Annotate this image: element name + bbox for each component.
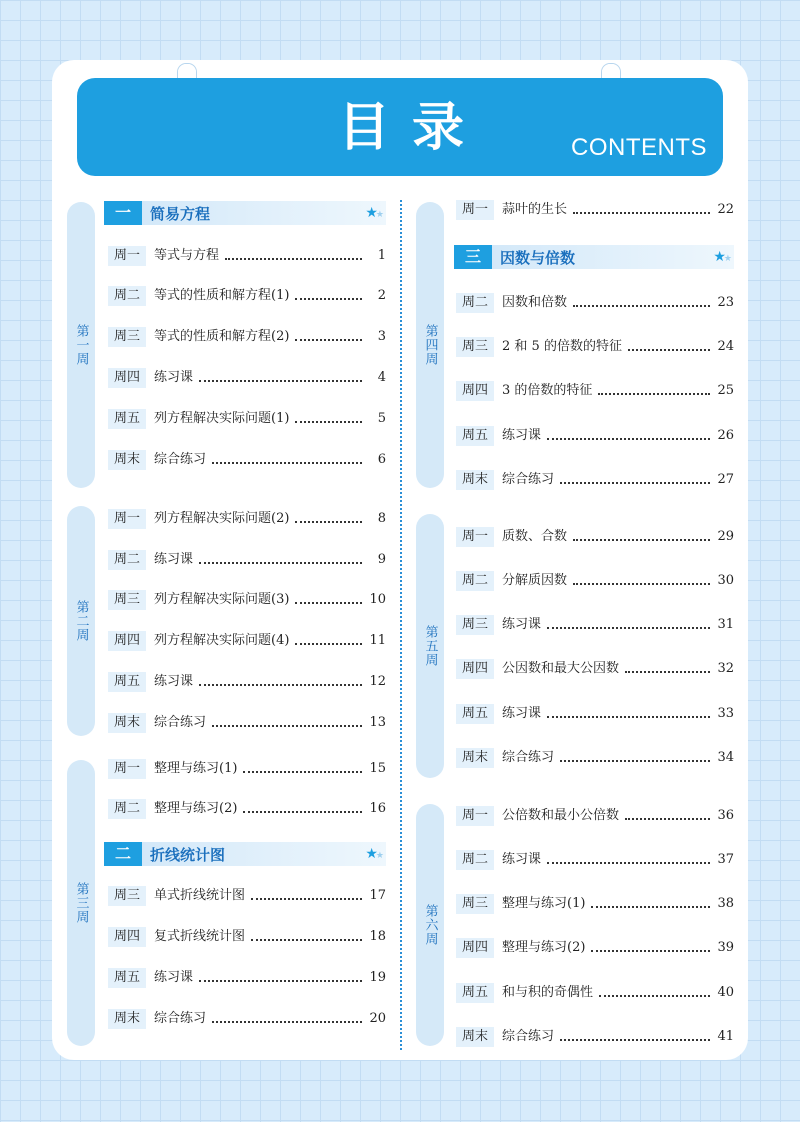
dot-leader [295,520,362,523]
toc-entry[interactable] [108,886,386,906]
day-label: 周一 [456,527,494,547]
star-icon: ★★ [365,205,382,221]
toc-entry[interactable] [108,1009,386,1029]
toc-entry[interactable] [108,799,386,819]
entry-title: 综合练习 [154,715,207,730]
week-tab-6 [416,804,444,1046]
page-number: 11 [369,633,386,648]
toc-entry[interactable] [456,1027,734,1047]
unit-number: 一 [104,201,142,225]
entry-title: 分解质因数 [502,573,568,588]
entry-title: 练习课 [154,970,194,985]
page-number: 39 [717,940,734,955]
entry-title: 公倍数和最小公倍数 [502,808,620,823]
dot-leader [547,437,710,440]
page-number: 38 [717,896,734,911]
page-number: 15 [369,761,386,776]
toc-entry[interactable] [108,631,386,651]
page-number: 32 [717,661,734,676]
day-label: 周一 [108,509,146,529]
entry-title: 列方程解决实际问题(2) [154,511,290,526]
toc-entry[interactable] [108,927,386,947]
day-label: 周四 [456,938,494,958]
page-number: 36 [717,808,734,823]
unit-header-1 [104,201,386,225]
page-number: 20 [369,1011,386,1026]
unit-number: 二 [104,842,142,866]
dot-leader [560,1038,710,1041]
entry-title: 质数、合数 [502,529,568,544]
day-label: 周末 [456,470,494,490]
day-label: 周一 [108,759,146,779]
toc-entry[interactable] [456,850,734,870]
week-label: 第三周 [73,882,89,924]
day-label: 周四 [456,381,494,401]
week-tab-3 [67,760,95,1046]
entry-title: 综合练习 [502,1029,555,1044]
page-number: 12 [369,674,386,689]
day-label: 周三 [108,327,146,347]
day-label: 周一 [108,246,146,266]
entry-title: 练习课 [154,552,194,567]
dot-leader [243,770,362,773]
day-label: 周三 [456,337,494,357]
page-number: 29 [717,529,734,544]
unit-number: 三 [454,245,492,269]
entry-title: 综合练习 [154,452,207,467]
dot-leader [295,297,362,300]
day-label: 周二 [456,571,494,591]
day-label: 周五 [108,968,146,988]
page-number: 17 [369,888,386,903]
dot-leader [573,304,710,307]
dot-leader [625,817,710,820]
entry-title: 因数和倍数 [502,295,568,310]
toc-entry[interactable] [108,713,386,733]
dot-leader [199,379,362,382]
entry-title: 练习课 [502,428,542,443]
toc-entry[interactable] [108,968,386,988]
day-label: 周四 [108,927,146,947]
day-label: 周三 [108,886,146,906]
week-label: 第六周 [422,904,438,946]
page-number: 6 [377,452,386,467]
toc-entry[interactable] [456,806,734,826]
page-number: 3 [377,329,386,344]
dot-leader [251,897,362,900]
day-label: 周末 [456,748,494,768]
toc-entry[interactable] [456,615,734,635]
week-label: 第四周 [422,324,438,366]
page-number: 5 [377,411,386,426]
entry-title: 练习课 [154,370,194,385]
page-title: 目录 [338,98,487,158]
week-tab-5 [416,514,444,778]
unit-title: 折线统计图 [150,845,226,864]
page-number: 26 [717,428,734,443]
day-label: 周五 [108,672,146,692]
day-label: 周二 [456,293,494,313]
dot-leader [212,1020,362,1023]
week-label: 第五周 [422,625,438,667]
toc-entry[interactable] [456,337,734,357]
page-number: 1 [377,248,386,263]
dot-leader [591,949,710,952]
dot-leader [591,905,710,908]
toc-entry[interactable] [108,409,386,429]
toc-entry[interactable] [108,509,386,529]
dot-leader [573,582,710,585]
dot-leader [199,561,362,564]
week-label: 第二周 [73,600,89,642]
entry-title: 单式折线统计图 [154,888,246,903]
week-tab-4 [416,202,444,488]
day-label: 周二 [108,799,146,819]
page-number: 19 [369,970,386,985]
entry-title: 练习课 [502,617,542,632]
day-label: 周二 [456,850,494,870]
entry-title: 练习课 [502,852,542,867]
toc-entry[interactable] [108,450,386,470]
day-label: 周四 [456,659,494,679]
dot-leader [598,392,710,395]
entry-title: 蒜叶的生长 [502,202,568,217]
dot-leader [547,626,710,629]
toc-entry[interactable] [456,659,734,679]
page-number: 8 [377,511,386,526]
dot-leader [199,683,362,686]
dot-leader [560,759,710,762]
page-number: 16 [369,801,386,816]
day-label: 周五 [456,426,494,446]
day-label: 周五 [456,704,494,724]
entry-title: 整理与练习(1) [154,761,238,776]
page-number: 2 [377,288,386,303]
page-number: 31 [717,617,734,632]
page-number: 4 [377,370,386,385]
dot-leader [573,211,710,214]
entry-title: 等式的性质和解方程(1) [154,288,290,303]
toc-entry[interactable] [108,286,386,306]
page-subtitle: CONTENTS [571,134,707,161]
entry-title: 综合练习 [154,1011,207,1026]
day-label: 周三 [456,615,494,635]
dot-leader [547,715,710,718]
dot-leader [295,420,362,423]
entry-title: 整理与练习(1) [502,896,586,911]
toc-entry[interactable] [108,590,386,610]
star-icon: ★★ [365,846,382,862]
toc-entry[interactable] [456,748,734,768]
toc-entry[interactable] [456,426,734,446]
entry-title: 2 和 5 的倍数的特征 [502,339,622,354]
entry-title: 练习课 [154,674,194,689]
entry-title: 复式折线统计图 [154,929,246,944]
dot-leader [295,338,362,341]
dot-leader [251,938,362,941]
page-number: 25 [717,383,734,398]
dot-leader [625,670,710,673]
page-number: 34 [717,750,734,765]
page-number: 33 [717,706,734,721]
page-number: 22 [717,202,734,217]
entry-title: 整理与练习(2) [502,940,586,955]
entry-title: 练习课 [502,706,542,721]
toc-entry[interactable] [456,571,734,591]
toc-entry[interactable] [456,704,734,724]
entry-title: 等式的性质和解方程(2) [154,329,290,344]
day-label: 周四 [108,631,146,651]
day-label: 周末 [456,1027,494,1047]
column-divider [400,200,402,1050]
page-number: 18 [369,929,386,944]
week-tab-2 [67,506,95,736]
entry-title: 公因数和最大公因数 [502,661,620,676]
page-number: 13 [369,715,386,730]
toc-entry[interactable] [108,672,386,692]
entry-title: 等式与方程 [154,248,220,263]
toc-entry[interactable] [456,470,734,490]
toc-entry[interactable] [456,293,734,313]
unit-title: 简易方程 [150,204,211,223]
page-number: 9 [377,552,386,567]
day-label: 周五 [456,983,494,1003]
dot-leader [599,994,710,997]
toc-entry[interactable] [456,938,734,958]
page-number: 37 [717,852,734,867]
entry-title: 综合练习 [502,750,555,765]
unit-header-3 [454,245,734,269]
page-number: 30 [717,573,734,588]
dot-leader [212,461,362,464]
day-label: 周四 [108,368,146,388]
toc-entry[interactable] [108,246,386,266]
entry-title: 3 的倍数的特征 [502,383,593,398]
day-label: 周末 [108,713,146,733]
toc-entry[interactable] [456,527,734,547]
week-label: 第一周 [73,324,89,366]
dot-leader [628,348,710,351]
day-label: 周一 [456,806,494,826]
unit-title: 因数与倍数 [500,248,576,267]
star-icon: ★★ [713,249,730,265]
toc-entry[interactable] [456,983,734,1003]
page-number: 24 [717,339,734,354]
day-label: 周末 [108,1009,146,1029]
unit-header-2 [104,842,386,866]
dot-leader [212,724,362,727]
entry-title: 整理与练习(2) [154,801,238,816]
entry-title: 综合练习 [502,472,555,487]
dot-leader [573,538,710,541]
day-label: 周二 [108,550,146,570]
day-label: 周三 [456,894,494,914]
day-label: 周五 [108,409,146,429]
entry-title: 列方程解决实际问题(4) [154,633,290,648]
dot-leader [547,861,710,864]
dot-leader [225,257,362,260]
dot-leader [243,810,362,813]
toc-entry[interactable] [108,368,386,388]
toc-entry[interactable] [456,381,734,401]
page-number: 27 [717,472,734,487]
entry-title: 列方程解决实际问题(1) [154,411,290,426]
entry-title: 和与积的奇偶性 [502,985,594,1000]
page-number: 23 [717,295,734,310]
toc-entry[interactable] [108,759,386,779]
day-label: 周三 [108,590,146,610]
dot-leader [199,979,362,982]
dot-leader [295,601,362,604]
page-number: 41 [717,1029,734,1044]
week-tab-1 [67,202,95,488]
toc-entry[interactable] [108,327,386,347]
dot-leader [560,481,710,484]
day-label: 周二 [108,286,146,306]
page-number: 40 [717,985,734,1000]
day-label: 周末 [108,450,146,470]
dot-leader [295,642,362,645]
day-label: 周一 [456,200,494,220]
toc-entry[interactable] [108,550,386,570]
page-number: 10 [369,592,386,607]
toc-entry[interactable] [456,200,734,220]
entry-title: 列方程解决实际问题(3) [154,592,290,607]
toc-entry[interactable] [456,894,734,914]
